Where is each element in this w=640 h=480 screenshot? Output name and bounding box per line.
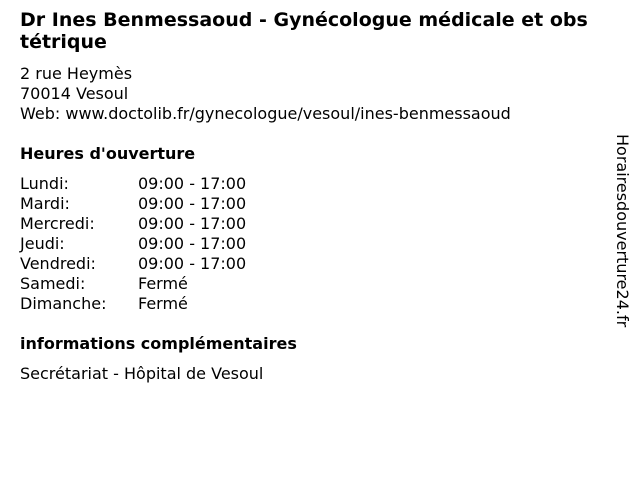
day-label: Samedi: (20, 274, 86, 293)
opening-hours-heading: Heures d'ouverture (20, 144, 196, 163)
hours-value: 09:00 - 17:00 (138, 214, 247, 233)
site-watermark: Horairesdouverture24.fr (613, 134, 632, 328)
day-label: Mardi: (20, 194, 70, 213)
hours-value: Fermé (138, 294, 188, 313)
day-label: Vendredi: (20, 254, 96, 273)
additional-info-text: Secrétariat - Hôpital de Vesoul (20, 364, 264, 383)
hours-value: Fermé (138, 274, 188, 293)
website-url: Web: www.doctolib.fr/gynecologue/vesoul/ines-benmessaoud (20, 104, 511, 123)
day-label: Jeudi: (20, 234, 65, 253)
address-block (20, 64, 511, 124)
hours-value: 09:00 - 17:00 (138, 174, 247, 193)
day-label: Lundi: (20, 174, 69, 193)
day-label: Dimanche: (20, 294, 107, 313)
hours-value: 09:00 - 17:00 (138, 234, 247, 253)
street-address: 2 rue Heymès (20, 64, 133, 83)
day-label: Mercredi: (20, 214, 95, 233)
business-name: Dr Ines Benmessaoud - Gynécologue médicale et obstétrique (20, 9, 588, 53)
city-postal-code: 70014 Vesoul (20, 84, 129, 103)
hours-value: 09:00 - 17:00 (138, 254, 247, 273)
additional-info-heading: informations complémentaires (20, 334, 297, 353)
hours-value: 09:00 - 17:00 (138, 194, 247, 213)
